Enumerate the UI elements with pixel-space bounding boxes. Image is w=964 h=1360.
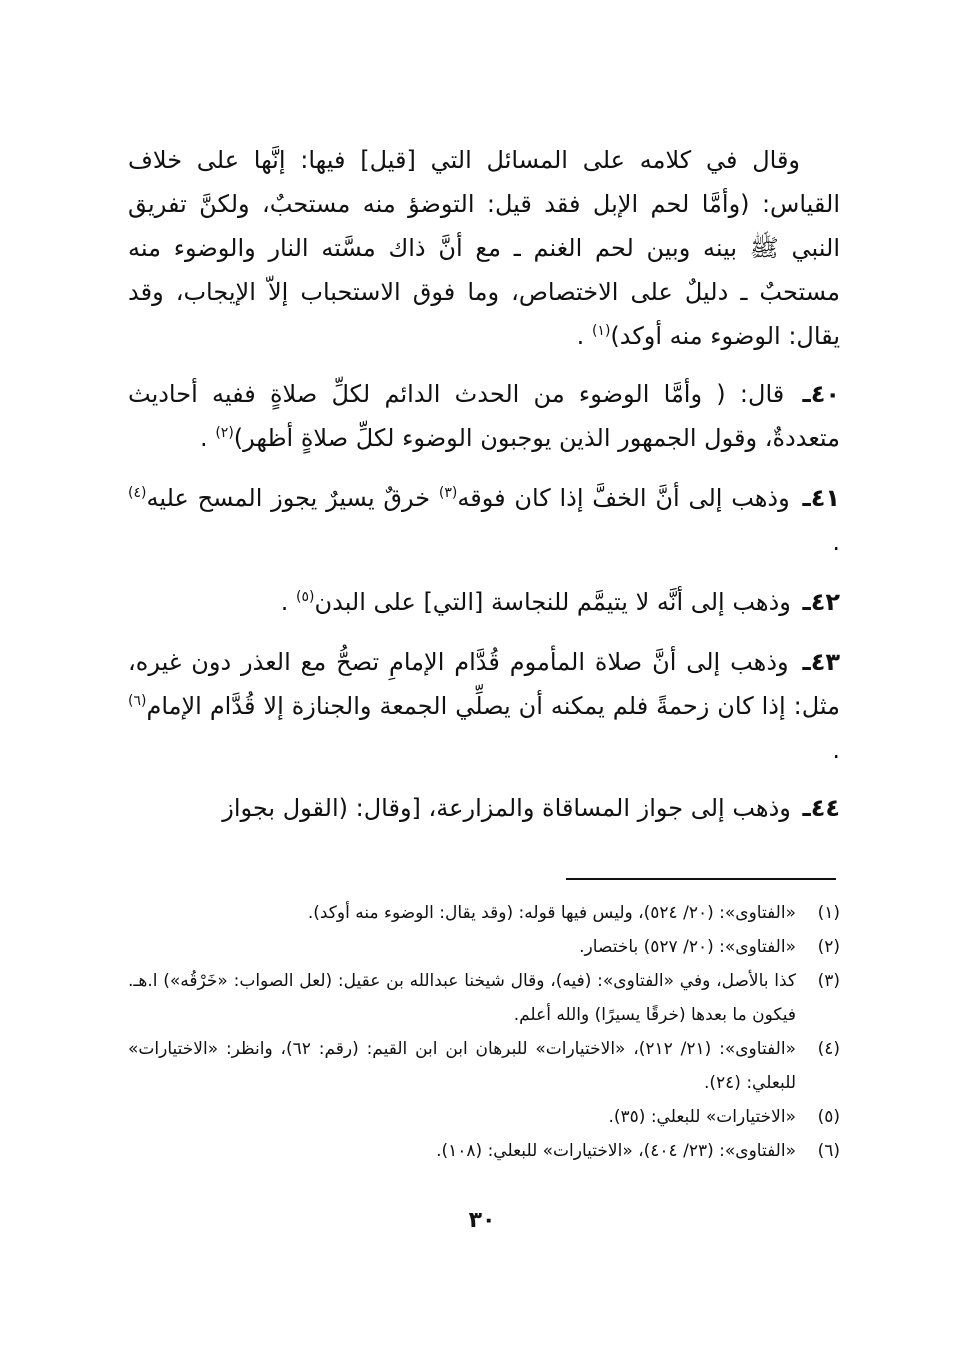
paragraph-text: خرقٌ يسيرٌ يجوز المسح عليه [146,484,431,512]
footnote-text: «الفتاوى»: (٢٠/ ٥٢٤)، وليس فيها قوله: (وقد يقال: الوضوء منه أوكد). [307,903,796,923]
footnote-mark: (٤) [817,1039,840,1059]
footnote-mark: (٦) [817,1141,840,1161]
footnote-mark: (٣) [817,971,840,991]
footnote-text: «الفتاوى»: (٢٠/ ٥٢٧) باختصار. [579,937,796,957]
paragraph-end: . [832,528,840,556]
paragraph-text: وذهب إلى جواز المساقاة والمزارعة، [وقال: (القول بجواز [222,794,791,822]
item-number: ٤٣ـ [802,648,840,676]
footnote-item [128,896,840,930]
paragraph-text: وذهب إلى أنَّ الخفَّ إذا كان فوقه [457,484,790,512]
paragraph-text: وذهب إلى أنَّ صلاة المأموم قُدَّام الإمامِ تصحُّ مع العذر دون غيره، مثل: إذا كان زحمةً فلم يمكنه أن يصلِّي الجمعة والجنازة إلا قُدَّام الإمام [128,648,840,720]
item-number: ٤٢ـ [802,588,840,616]
paragraph-text: قال: ( وأمَّا الوضوء من الحدث الدائم لكلِّ صلاةٍ ففيه أحاديث متعددةٌ، وقول الجمهور الذين يوجبون الوضوء لكلِّ صلاةٍ أظهر) [128,380,840,452]
footnote-ref[interactable]: (٥) [296,589,315,605]
footnote-item [128,1100,840,1134]
main-text [128,138,840,830]
paragraph-item-40 [128,372,840,460]
paragraph-item-44 [128,786,840,830]
paragraph-item-42 [128,580,840,624]
footnote-item [128,1032,840,1100]
paragraph-end: . [832,736,840,764]
paragraph-intro [128,138,840,358]
footnote-mark: (٥) [817,1107,840,1127]
footnote-item [128,1134,840,1168]
footnote-ref[interactable]: (٦) [128,693,147,709]
footnotes [128,896,840,1168]
paragraph-text: وذهب إلى أنَّه لا يتيمَّم للنجاسة [التي] على البدن [314,588,791,616]
footnote-text: «الفتاوى»: (٢١/ ٢١٢)، «الاختيارات» للبرهان ابن ابن القيم: (رقم: ٦٢)، وانظر: «الاختيارات» للبعلي: (٢٤). [128,1039,796,1093]
item-number: ٤٤ـ [802,794,840,822]
footnote-divider [566,878,836,880]
paragraph-text: وقال في كلامه على المسائل التي [قيل] فيها: إنَّها على خلاف القياس: (وأمَّا لحم الإبل فقد قيل: التوضؤ منه مستحبٌ، ولكنَّ تفريق النبي ﷺ بينه وبين لحم الغنم ـ مع أنَّ ذاك مسَّته النار والوضوء منه مستحبٌ ـ دليلٌ على الاختصاص، وما فوق الاستحباب إلاّ الإيجاب، وقد يقال: الوضوء منه أوكد) [128,146,840,350]
footnote-ref[interactable]: (١) [591,323,611,339]
footnote-mark: (١) [817,903,840,923]
paragraph-end: . [576,322,585,350]
footnote-mark: (٢) [817,937,840,957]
footnote-ref[interactable]: (٤) [128,485,147,501]
footnote-item [128,964,840,1032]
paragraph-end: . [200,424,208,452]
page-number: ٣٠ [468,1208,496,1233]
item-number: ٤١ـ [802,484,840,512]
footnote-ref[interactable]: (٣) [438,485,458,501]
paragraph-end: . [280,588,289,616]
paragraph-item-41 [128,476,840,564]
footnote-text: «الاختيارات» للبعلي: (٣٥). [608,1107,796,1127]
footnote-ref[interactable]: (٢) [215,425,234,441]
paragraph-item-43 [128,640,840,772]
item-number: ٤٠ـ [802,380,840,408]
footnote-text: كذا بالأصل، وفي «الفتاوى»: (فيه)، وقال شيخنا عبدالله بن عقيل: (لعل الصواب: «خَرْقُه») ا.هـ. فيكون ما بعدها (خرقًا يسيرًا) والله أعلم. [128,971,796,1025]
footnote-item [128,930,840,964]
footnote-text: «الفتاوى»: (٢٣/ ٤٠٤)، «الاختيارات» للبعلي: (١٠٨). [436,1141,796,1161]
